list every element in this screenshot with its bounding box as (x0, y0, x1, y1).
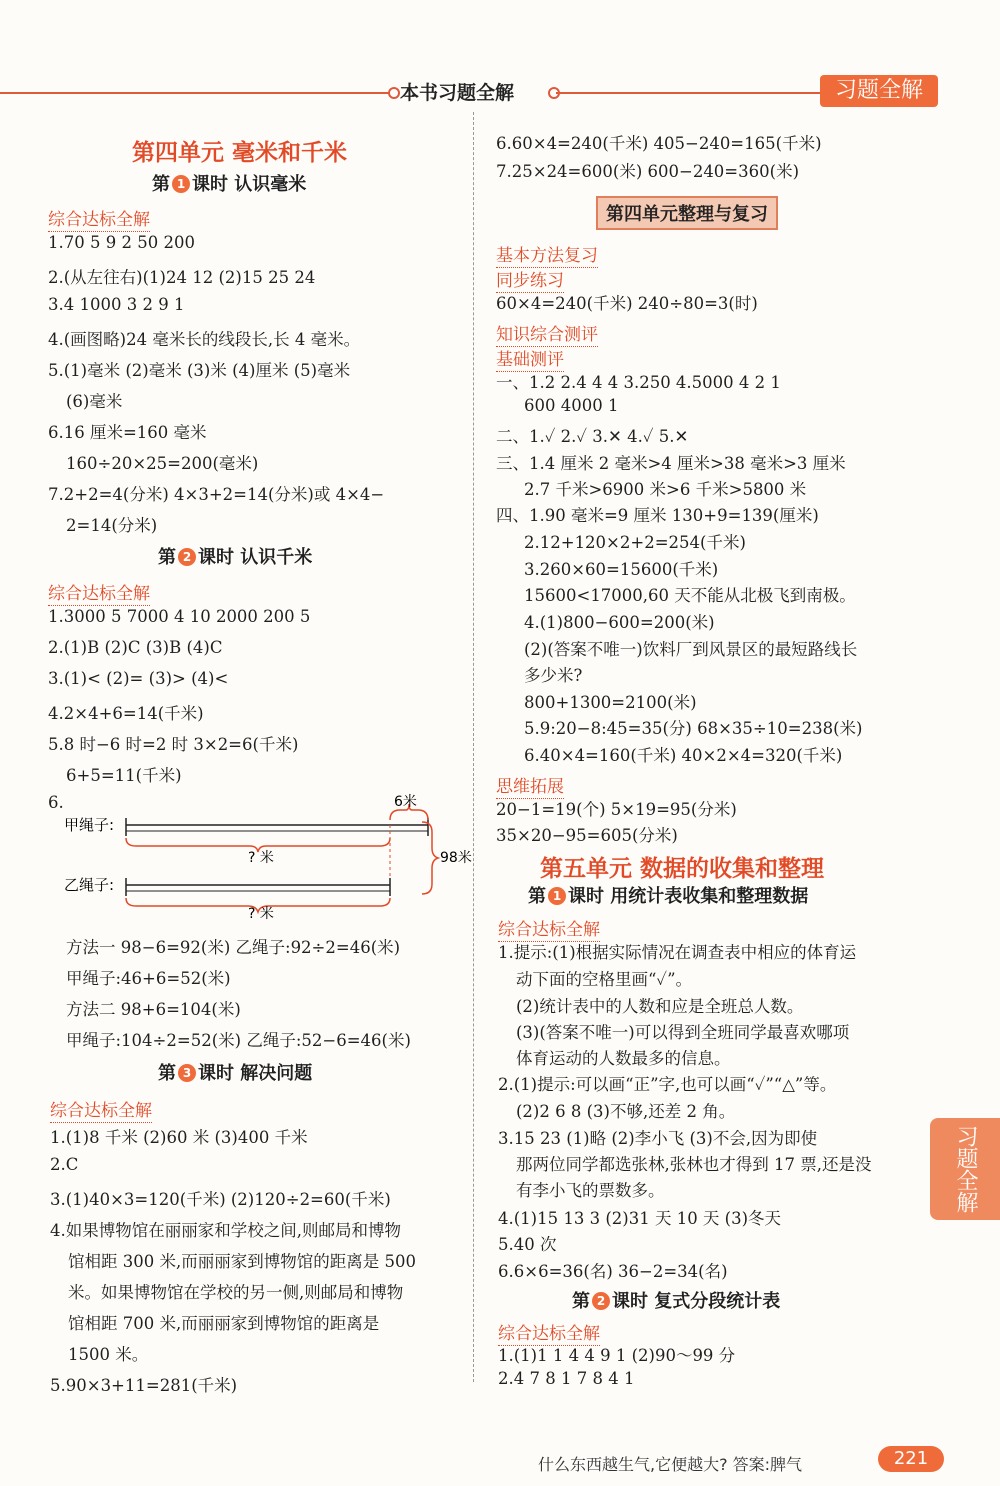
lesson-number: 1 (172, 175, 190, 193)
answer-line: 4.(画图略)24 毫米长的线段长,长 4 毫米。 (48, 330, 361, 349)
answer-line: (2)(答案不唯一)饮料厂到风景区的最短路线长 (524, 640, 858, 659)
answer-line: 3.(1)40×3=120(千米) (2)120÷2=60(千米) (50, 1190, 391, 1209)
answer-line: 有李小飞的票数多。 (516, 1181, 665, 1200)
lesson-number: 1 (548, 887, 566, 905)
answer-line: 6. (48, 793, 64, 812)
answer-line: 体育运动的人数最多的信息。 (516, 1049, 731, 1068)
answer-line: 4.2×4+6=14(千米) (48, 704, 204, 723)
answer-line: 2=14(分米) (66, 516, 158, 535)
answer-line: 5.9:20−8:45=35(分) 68×35÷10=238(米) (524, 719, 863, 738)
answer-line: 7.2+2=4(分米) 4×3+2=14(分米)或 4×4− (48, 485, 385, 504)
lesson-label: 课时 用统计表收集和整理数据 (568, 886, 809, 907)
rope-a-unknown: ? 米 (248, 850, 274, 866)
lesson-prefix: 第 (158, 547, 176, 568)
answer-line: 4.如果博物馆在丽丽家和学校之间,则邮局和博物 (50, 1221, 401, 1240)
answer-line: 1.(1)8 千米 (2)60 米 (3)400 千米 (50, 1128, 308, 1147)
answer-line: 方法一 98−6=92(米) 乙绳子:92÷2=46(米) (66, 938, 401, 957)
rope-b-unknown: ? 米 (248, 906, 274, 920)
total-length-label: 98米 (440, 850, 472, 866)
answer-line: 四、1.90 毫米=9 厘米 130+9=139(厘米) (496, 506, 819, 525)
column-divider (473, 112, 474, 1382)
answer-line: 2.4 7 8 1 7 8 4 1 (498, 1369, 635, 1388)
answer-line: 2.(从左往右)(1)24 12 (2)15 25 24 (48, 268, 316, 287)
total-brace (422, 822, 438, 894)
answer-line: (3)(答案不唯一)可以得到全班同学最喜欢哪项 (516, 1023, 850, 1042)
answer-line: 三、1.4 厘米 2 毫米>4 厘米>38 毫米>3 厘米 (496, 454, 846, 473)
unit-title: 第五单元 数据的收集和整理 (540, 856, 825, 882)
lesson-prefix: 第 (528, 886, 546, 907)
lesson-title (152, 170, 306, 196)
section-heading: 基本方法复习 (496, 241, 598, 266)
answer-line: (6)毫米 (66, 392, 123, 411)
header-rule-right (556, 92, 824, 94)
answer-line: 5.90×3+11=281(千米) (50, 1376, 238, 1395)
lesson-prefix: 第 (158, 1063, 176, 1084)
answer-line: 15600<17000,60 天不能从北极飞到南极。 (524, 586, 856, 605)
answer-line: 方法二 98+6=104(米) (66, 1000, 241, 1019)
header-tag: 习题全解 (820, 75, 938, 107)
answer-line: 60×4=240(千米) 240÷80=3(时) (496, 294, 758, 313)
answer-line: 35×20−95=605(分米) (496, 826, 678, 845)
answer-line: (2)2 6 8 (3)不够,还差 2 角。 (516, 1102, 736, 1121)
answer-line: 馆相距 300 米,而丽丽家到博物馆的距离是 500 (68, 1252, 416, 1271)
footer-riddle: 什么东西越生气,它便越大? 答案:脾气 (538, 1455, 803, 1474)
lesson-label: 课时 复式分段统计表 (612, 1291, 781, 1312)
answer-line: 800+1300=2100(米) (524, 693, 697, 712)
unit-title: 第四单元 毫米和千米 (132, 140, 348, 166)
answer-line: 1.提示:(1)根据实际情况在调查表中相应的体育运 (498, 943, 857, 962)
answer-line: 1.(1)1 1 4 4 9 1 (2)90～99 分 (498, 1346, 736, 1365)
answer-line: 4.(1)800−600=200(米) (524, 613, 715, 632)
section-heading: 综合达标全解 (498, 1319, 600, 1344)
rope-diagram (60, 790, 480, 920)
lesson-label: 课时 解决问题 (198, 1063, 313, 1084)
answer-line: 2.7 千米>6900 米>6 千米>5800 米 (524, 480, 807, 499)
answer-line: 多少米? (524, 666, 583, 685)
answer-line: 6.16 厘米=160 毫米 (48, 423, 207, 442)
review-title: 第四单元整理与复习 (596, 196, 778, 230)
lesson-number: 2 (178, 548, 196, 566)
lesson-title (528, 882, 808, 908)
lesson-prefix: 第 (572, 1291, 590, 1312)
answer-line: 5.40 次 (498, 1235, 557, 1254)
lesson-title (158, 1059, 312, 1085)
section-heading: 综合达标全解 (50, 1096, 152, 1121)
answer-line: 3.(1)< (2)= (3)> (4)< (48, 669, 229, 688)
answer-line: 米。如果博物馆在学校的另一侧,则邮局和博物 (68, 1283, 404, 1302)
answer-line: 1500 米。 (68, 1345, 149, 1364)
answer-line: 2.C (50, 1155, 79, 1174)
section-heading: 综合达标全解 (48, 579, 150, 604)
page-number: 221 (878, 1446, 944, 1472)
section-heading: 综合达标全解 (498, 915, 600, 940)
section-heading: 思维拓展 (496, 772, 564, 797)
lesson-number: 2 (592, 1292, 610, 1310)
answer-line: 3.260×60=15600(千米) (524, 560, 719, 579)
answer-line: 2.(1)提示:可以画“正”字,也可以画“✓”“△”等。 (498, 1075, 837, 1094)
rope-b-label: 乙绳子: (64, 876, 115, 894)
answer-line: 1.3000 5 7000 4 10 2000 200 5 (48, 607, 311, 626)
answer-line: 2.(1)B (2)C (3)B (4)C (48, 638, 223, 657)
rope-a-label: 甲绳子: (64, 816, 115, 834)
header-rule-left (0, 92, 392, 94)
extra-length-label: 6米 (394, 794, 417, 810)
lesson-prefix: 第 (152, 174, 170, 195)
answer-line: 160÷20×25=200(毫米) (66, 454, 259, 473)
answer-line: 600 4000 1 (524, 396, 619, 415)
answer-line: 甲绳子:46+6=52(米) (66, 969, 231, 988)
section-heading: 知识综合测评 (496, 320, 598, 345)
answer-line: 5.8 时−6 时=2 时 3×2=6(千米) (48, 735, 299, 754)
lesson-title (158, 543, 312, 569)
lesson-title (572, 1287, 780, 1313)
answer-line: 4.(1)15 13 3 (2)31 天 10 天 (3)冬天 (498, 1209, 782, 1228)
answer-line: 3.4 1000 3 2 9 1 (48, 295, 185, 314)
answer-line: 6.60×4=240(千米) 405−240=165(千米) (496, 134, 822, 153)
answer-line: 馆相距 700 米,而丽丽家到博物馆的距离是 (68, 1314, 380, 1333)
answer-line: 6.6×6=36(名) 36−2=34(名) (498, 1262, 728, 1281)
header-title: 本书习题全解 (400, 82, 515, 104)
answer-line: (2)统计表中的人数和应是全班总人数。 (516, 997, 804, 1016)
answer-line: 20−1=19(个) 5×19=95(分米) (496, 800, 737, 819)
answer-line: 一、1.2 2.4 4 4 3.250 4.5000 4 2 1 (496, 373, 781, 392)
answer-line: 6.40×4=160(千米) 40×2×4=320(千米) (524, 746, 843, 765)
side-tab: 习题全解 (930, 1118, 1000, 1220)
answer-line: 6+5=11(千米) (66, 766, 182, 785)
section-heading: 同步练习 (496, 266, 564, 291)
answer-line: 1.70 5 9 2 50 200 (48, 233, 195, 252)
answer-line: 那两位同学都选张林,张林也才得到 17 票,还是没 (516, 1155, 872, 1174)
answer-line: 2.12+120×2+2=254(千米) (524, 533, 746, 552)
answer-line: 甲绳子:104÷2=52(米) 乙绳子:52−6=46(米) (66, 1031, 411, 1050)
answer-line: 动下面的空格里画“✓”。 (516, 970, 693, 989)
section-heading: 基础测评 (496, 345, 564, 370)
answer-line: 3.15 23 (1)略 (2)李小飞 (3)不会,因为即使 (498, 1129, 818, 1148)
lesson-number: 3 (178, 1064, 196, 1082)
answer-line: 5.(1)毫米 (2)毫米 (3)米 (4)厘米 (5)毫米 (48, 361, 351, 380)
lesson-label: 课时 认识毫米 (192, 174, 307, 195)
section-heading: 综合达标全解 (48, 205, 150, 230)
answer-line: 7.25×24=600(米) 600−240=360(米) (496, 162, 800, 181)
answer-line: 二、1.✓ 2.✓ 3.✕ 4.✓ 5.✕ (496, 427, 689, 446)
header-dot-left (388, 87, 400, 99)
lesson-label: 课时 认识千米 (198, 547, 313, 568)
